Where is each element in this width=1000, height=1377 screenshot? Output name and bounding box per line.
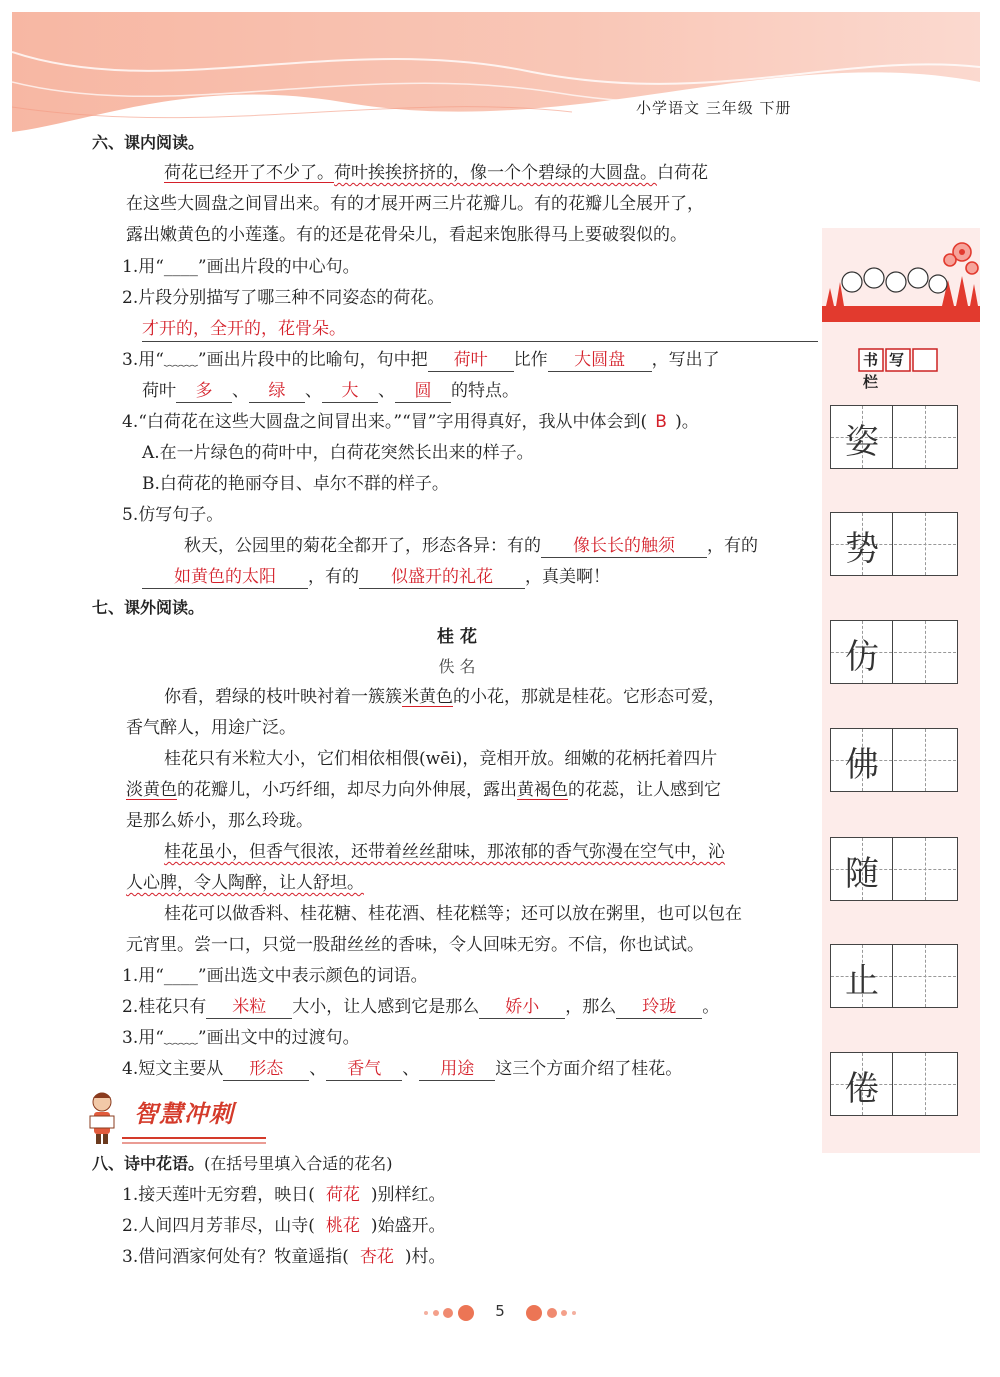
char-box[interactable] — [830, 620, 958, 684]
answer-blank[interactable]: 杏花 — [359, 1247, 394, 1267]
article-line — [126, 870, 364, 896]
answer-blank[interactable]: 似盛开的礼花 — [359, 566, 525, 589]
answer-blank[interactable]: 像长长的触须 — [541, 535, 707, 558]
article-line: 香气醉人，用途广泛。 — [126, 718, 296, 738]
practice-char: 随 — [845, 854, 879, 894]
transition-sentence: 人心脾，令人陶醉，让人舒坦。 — [126, 873, 364, 893]
poem-question: 2.人间四月芳菲尽，山寺( 桃花 )始盛开。 — [122, 1213, 446, 1239]
answer-blank[interactable]: 形态 — [223, 1058, 309, 1081]
answer-blank[interactable]: 米粒 — [206, 996, 292, 1019]
practice-char: 止 — [845, 961, 879, 1001]
page-number: 5 — [495, 1302, 505, 1320]
char-box[interactable] — [830, 944, 958, 1008]
answer-blank[interactable]: 多 — [176, 380, 232, 403]
section-7-title: 七、课外阅读。 — [92, 598, 205, 617]
answer-blank[interactable]: 大圆盘 — [548, 349, 652, 372]
practice-char: 倦 — [845, 1069, 879, 1109]
color-word: 米黄色 — [402, 687, 453, 707]
question: 3.用“﹏﹏”画出文中的过渡句。 — [122, 1028, 360, 1048]
question: 如黄色的太阳 ，有的 似盛开的礼花 ，真美啊！ — [142, 564, 610, 590]
article-line: 是那么娇小，那么玲珑。 — [126, 811, 313, 831]
poem-question: 1.接天莲叶无穷碧，映日( 荷花 )别样红。 — [122, 1182, 446, 1208]
question: 2.桂花只有 米粒 大小，让人感到它是那么 娇小 ，那么 玲珑 。 — [122, 997, 720, 1017]
transition-sentence: 桂花虽小，但香气很浓，还带着丝丝甜味，那浓郁的香气弥漫在空气中，沁 — [164, 842, 725, 862]
article-line: 淡黄色的花瓣儿，小巧纤细，却尽力向外伸展，露出黄褐色的花蕊，让人感到它 — [126, 780, 721, 800]
question: 1.用“____”画出选文中表示颜色的词语。 — [122, 966, 428, 986]
section-8-title: 八、诗中花语。 — [92, 1154, 205, 1173]
question: 秋天，公园里的菊花全都开了，形态各异：有的 像长长的触须 ，有的 — [184, 536, 758, 556]
passage-line: 荷花已经开了不少了。荷叶挨挨挤挤的，像一个个碧绿的大圆盘。白荷花 — [164, 163, 708, 183]
color-word: 黄褐色 — [517, 780, 568, 800]
flower-kids-illustration — [822, 232, 980, 322]
answer-blank[interactable]: 玲珑 — [616, 996, 702, 1019]
practice-char: 姿 — [845, 422, 879, 462]
question: 2.片段分别描写了哪三种不同姿态的荷花。 — [122, 288, 445, 308]
section-8-note: (在括号里填入合适的花名) — [204, 1154, 393, 1173]
article-line: 元宵里。尝一口，只觉一股甜丝丝的香味，令人回味无穷。不信，你也试试。 — [126, 935, 704, 955]
answer-blank[interactable]: 绿 — [249, 380, 305, 403]
question: 1.用“____”画出片段的中心句。 — [122, 257, 360, 277]
answer-blank[interactable]: 桃花 — [325, 1216, 360, 1236]
char-box[interactable] — [830, 837, 958, 901]
article-author: 佚 名 — [438, 657, 476, 676]
wisdom-sprint-title: 智慧冲刺 — [134, 1100, 234, 1128]
question: 3.用“﹏﹏”画出片段中的比喻句，句中把 荷叶 比作 大圆盘 ，写出了 — [122, 350, 720, 370]
article-line: 你看，碧绿的枝叶映衬着一簇簇米黄色的小花，那就是桂花。它形态可爱， — [164, 687, 725, 707]
reading-boy-icon — [90, 1093, 114, 1144]
practice-char: 势 — [845, 529, 879, 569]
char-box[interactable] — [830, 405, 958, 469]
practice-char: 佛 — [845, 745, 879, 785]
char-box[interactable] — [830, 512, 958, 576]
question: 4.“白荷花在这些大圆盘之间冒出来。”“冒”字用得真好，我从中体会到( B )。 — [122, 409, 699, 435]
question: 荷叶 多 、 绿 、 大 、 圆 的特点。 — [142, 381, 519, 401]
option-b: B.白荷花的艳丽夺目、卓尔不群的样子。 — [142, 474, 449, 494]
answer-blank[interactable]: 香气 — [326, 1058, 402, 1081]
article-line: 桂花只有米粒大小，它们相依相偎(wēi)，竞相开放。细嫩的花柄托着四片 — [164, 749, 718, 769]
answer-blank[interactable]: 荷叶 — [428, 349, 514, 372]
passage-line: 在这些大圆盘之间冒出来。有的才展开两三片花瓣儿。有的花瓣儿全展开了， — [126, 194, 704, 214]
answer-text: 才开的，全开的，花骨朵。 — [142, 319, 346, 339]
answer-blank[interactable]: 用途 — [419, 1058, 495, 1081]
passage-line: 露出嫩黄色的小莲蓬。有的还是花骨朵儿，看起来饱胀得马上要破裂似的。 — [126, 225, 687, 245]
char-box[interactable] — [830, 1052, 958, 1116]
header-tag: 小学语文 三年级 下册 — [636, 99, 792, 117]
answer-blank[interactable]: 荷花 — [325, 1185, 360, 1205]
article-title: 桂 花 — [437, 627, 477, 647]
article-line — [164, 839, 725, 865]
answer-blank[interactable]: 大 — [322, 380, 378, 403]
article-line: 桂花可以做香料、桂花糖、桂花酒、桂花糕等；还可以放在粥里，也可以包在 — [164, 904, 742, 924]
question: 4.短文主要从 形态 、 香气 、 用途 这三个方面介绍了桂花。 — [122, 1059, 683, 1079]
practice-char: 仿 — [845, 637, 879, 677]
section-6-title: 六、课内阅读。 — [92, 133, 205, 152]
answer-choice[interactable]: B — [655, 412, 667, 432]
answer-blank[interactable]: 娇小 — [479, 996, 565, 1019]
answer-blank[interactable]: 如黄色的太阳 — [142, 566, 308, 589]
simile-sentence: 荷叶挨挨挤挤的，像一个个碧绿的大圆盘。 — [334, 163, 657, 183]
char-box[interactable] — [830, 728, 958, 792]
central-sentence: 荷花已经开了不少了。 — [164, 163, 334, 183]
poem-question: 3.借问酒家何处有？牧童遥指( 杏花 )村。 — [122, 1244, 446, 1270]
color-word: 淡黄色 — [126, 780, 177, 800]
section-8-heading — [92, 1151, 393, 1177]
writing-sidebar-title: 书写栏 — [863, 351, 916, 391]
answer-blank[interactable]: 圆 — [395, 380, 451, 403]
question: 5.仿写句子。 — [122, 505, 224, 525]
option-a: A.在一片绿色的荷叶中，白荷花突然长出来的样子。 — [142, 443, 534, 463]
answer-line[interactable] — [142, 316, 818, 342]
